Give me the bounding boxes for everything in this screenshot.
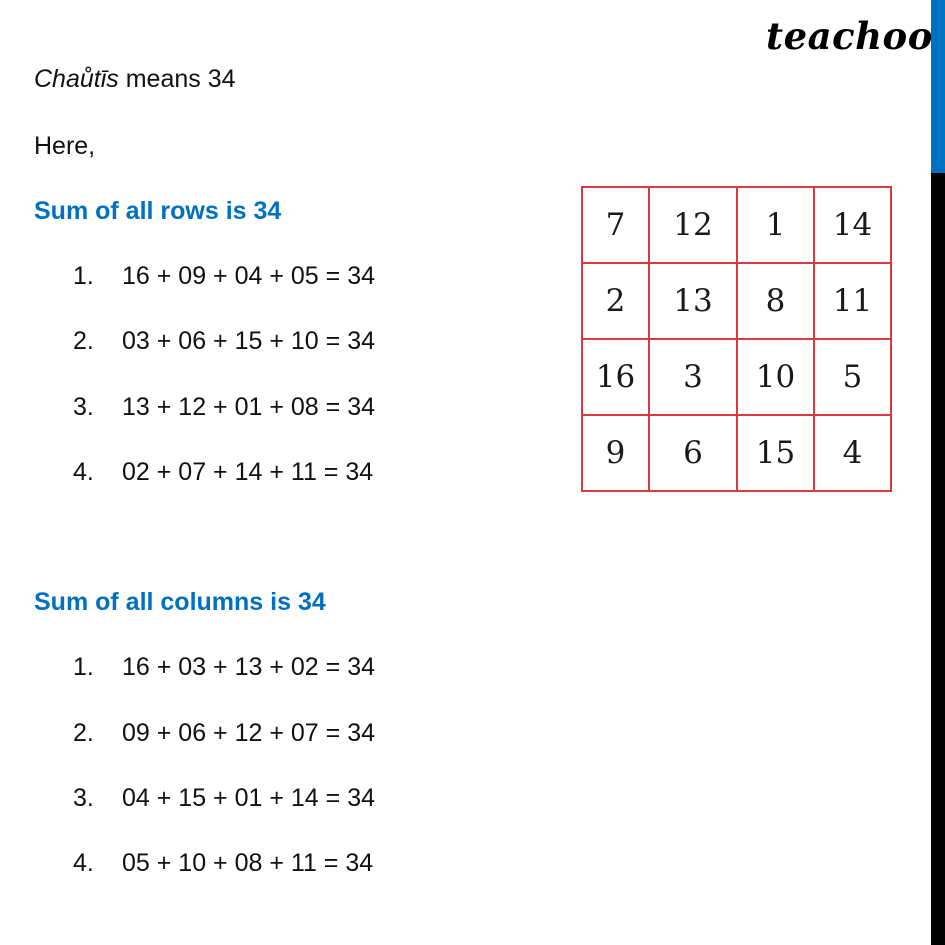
magic-square-grid — [581, 186, 892, 492]
list-number: 1. — [73, 653, 94, 681]
grid-cell: 16 — [582, 339, 649, 415]
list-text: 16 + 03 + 13 + 02 = 34 — [122, 653, 376, 681]
intro-word: Chaůtīs — [34, 65, 119, 93]
grid-cell: 8 — [737, 263, 814, 339]
list-text: 05 + 10 + 08 + 11 = 34 — [122, 849, 374, 877]
list-number: 2. — [73, 327, 94, 355]
columns-list-item — [73, 718, 375, 748]
list-number: 3. — [73, 393, 94, 421]
list-number: 1. — [73, 262, 94, 290]
list-text: 16 + 09 + 04 + 05 = 34 — [122, 262, 376, 290]
rows-list-item — [73, 326, 375, 356]
list-text: 13 + 12 + 01 + 08 = 34 — [122, 393, 376, 421]
teachoo-logo: teachoo — [766, 14, 933, 58]
grid-cell: 14 — [814, 187, 891, 263]
grid-cell: 15 — [737, 415, 814, 491]
rows-list-item — [73, 261, 375, 291]
grid-cell: 7 — [582, 187, 649, 263]
grid-cell: 4 — [814, 415, 891, 491]
grid-row — [582, 187, 891, 263]
list-number: 4. — [73, 458, 94, 486]
list-text: 04 + 15 + 01 + 14 = 34 — [122, 784, 376, 812]
grid-cell: 1 — [737, 187, 814, 263]
columns-heading: Sum of all columns is 34 — [34, 588, 326, 616]
columns-list-item — [73, 652, 375, 682]
side-accent-bar-black — [931, 173, 945, 945]
rows-list-item — [73, 392, 375, 422]
intro-line — [34, 64, 236, 94]
columns-list-item — [73, 783, 375, 813]
columns-list-item — [73, 848, 373, 878]
grid-cell: 11 — [814, 263, 891, 339]
rows-list-item — [73, 457, 373, 487]
here-label: Here, — [34, 132, 96, 160]
list-number: 2. — [73, 719, 94, 747]
rows-heading: Sum of all rows is 34 — [34, 197, 282, 225]
side-accent-bar-blue — [931, 0, 945, 173]
grid-row — [582, 415, 891, 491]
grid-cell: 2 — [582, 263, 649, 339]
grid-row — [582, 263, 891, 339]
grid-cell: 3 — [649, 339, 737, 415]
list-text: 09 + 06 + 12 + 07 = 34 — [122, 719, 376, 747]
grid-cell: 13 — [649, 263, 737, 339]
list-number: 4. — [73, 849, 94, 877]
grid-cell: 10 — [737, 339, 814, 415]
list-text: 02 + 07 + 14 + 11 = 34 — [122, 458, 374, 486]
grid-row — [582, 339, 891, 415]
intro-rest: means 34 — [118, 65, 236, 93]
grid-cell: 9 — [582, 415, 649, 491]
list-text: 03 + 06 + 15 + 10 = 34 — [122, 327, 376, 355]
grid-cell: 6 — [649, 415, 737, 491]
grid-cell: 12 — [649, 187, 737, 263]
grid-cell: 5 — [814, 339, 891, 415]
list-number: 3. — [73, 784, 94, 812]
